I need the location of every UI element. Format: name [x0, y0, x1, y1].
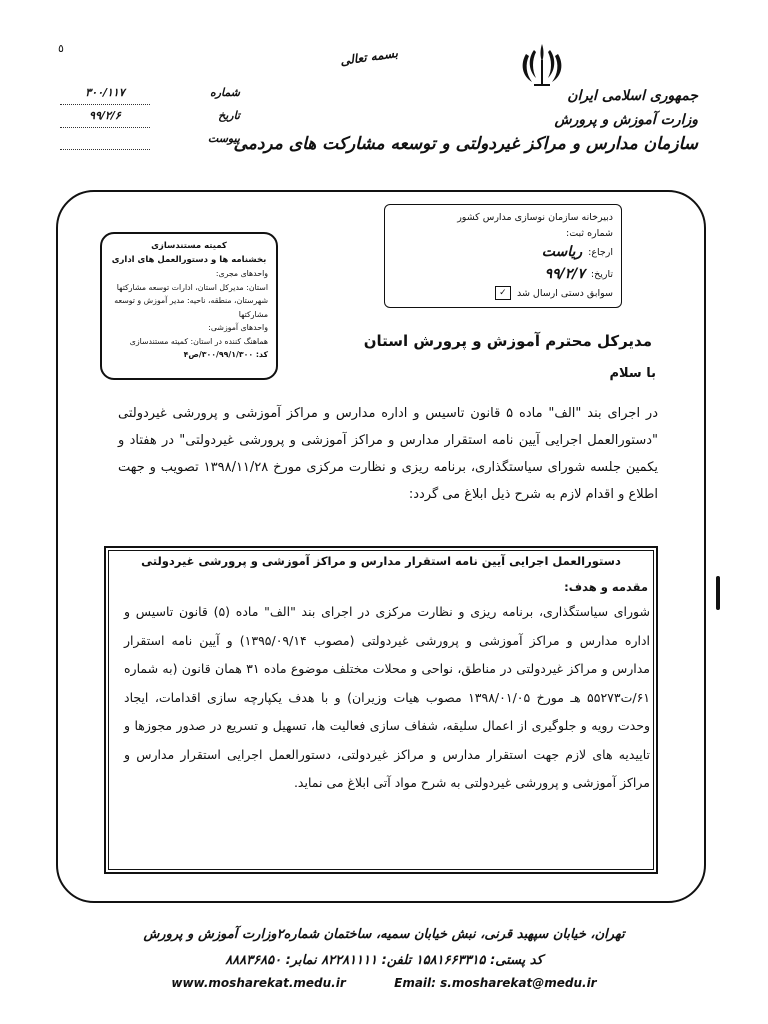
committee-stamp-line1: بخشنامه ها و دستورالعمل های اداری: [111, 254, 267, 265]
scan-edge-mark: [716, 576, 720, 610]
footer-contacts: کد پستی: ۱۵۸۱۶۶۳۳۱۵ تلفن: ۸۲۲۸۱۱۱۱ نمابر: ۸۸۸۳۶۸۵۰: [225, 953, 543, 968]
intro-paragraph: در اجرای بند "الف" ماده ۵ قانون تاسیس و اداره مدارس و مراکز آموزشی و پرورشی غیردولتی "دستورالعمل اجرایی آیین نامه استقرار مدارس و مراکز آموزشی و پرورشی غیردولتی" در هفتاد و یکمین جلسه شورای سیاستگذاری، برنامه ریزی و نظارت مرکزی مورخ ۱۳۹۸/۱۱/۲۸ تصویب و جهت اطلاع و اقدام لازم به شرح ذیل ابلاغ می گردد:: [118, 406, 659, 502]
stamp-date-label: تاریخ:: [590, 268, 613, 280]
date-value: ۹۹/۲/۶: [60, 105, 150, 128]
stamp-bottom-label: سوابق دستی ارسال شد: [516, 287, 613, 299]
committee-stamp-line2: واحدهای مجری:: [215, 269, 268, 278]
footer-website: www.mosharekat.medu.ir: [171, 976, 346, 990]
stamp-reg-label: شماره ثبت:: [566, 227, 613, 239]
committee-stamp-line4: شهرستان، منطقه، ناحیه: مدیر آموزش و توسعه مشارکتها: [114, 296, 268, 319]
stamp-date-value: ۹۹/۲/۷: [544, 266, 585, 282]
committee-stamp: [100, 232, 278, 380]
country-name: جمهوری اسلامی ایران: [567, 88, 698, 104]
letterhead: [234, 88, 698, 154]
number-row: [60, 82, 240, 105]
stamp-ref-row: [393, 241, 613, 263]
instruction-subtitle: مقدمه و هدف:: [564, 580, 648, 594]
footer-email: Email: s.mosharekat@medu.ir: [394, 976, 597, 990]
committee-stamp-title: کمیته مستندسازی: [151, 241, 227, 251]
letter-meta: [60, 82, 240, 150]
ministry-name: وزارت آموزش و پرورش: [554, 112, 698, 128]
committee-stamp-code: کد: ۳۰۰/۹۹/۱/۳۰۰/ص۴: [183, 350, 268, 359]
secretariat-stamp: [384, 204, 622, 308]
attachment-row: [60, 128, 240, 150]
stamp-date-row: [393, 263, 613, 285]
committee-stamp-line6: هماهنگ کننده در استان: کمیته مستندسازی: [129, 336, 268, 346]
organization-name: سازمان مدارس و مراکز غیردولتی و توسعه مشارکت های مردمی: [233, 134, 698, 154]
number-label: شماره: [209, 86, 240, 99]
committee-stamp-line5: واحدهای آموزشی:: [208, 323, 268, 332]
number-value: ۳۰۰/۱۱۷: [60, 82, 150, 105]
footer-address: تهران، خیابان سپهبد قرنی، نبش خیابان سمیه، ساختمان شماره۲وزارت آموزش و پرورش: [143, 927, 625, 942]
attachment-label: پیوست: [207, 132, 240, 145]
greeting: با سلام: [609, 366, 656, 381]
stamp-ref-value: ریاست: [541, 244, 583, 260]
handwritten-bismillah: بسمه تعالی: [339, 46, 399, 68]
date-row: [60, 105, 240, 128]
stamp-ref-label: ارجاع:: [588, 246, 613, 258]
instruction-body: شورای سیاستگذاری، برنامه ریزی و نظارت مرکزی در اجرای بند "الف" ماده (۵) قانون تاسیس و اداره مدارس و مراکز آموزشی و پرورشی غیردولتی (مصوب ۱۳۹۵/۰۹/۱۴) و آیین نامه استقرار مدارس و مراکز غیردولتی در مناطق، نواحی و محلات مختلف موضوع ماده ۳۱ همان قانون (به شماره ۶۱/ت۵۵۲۷۳ هـ مورخ ۱۳۹۸/۰۱/۰۵ مصوب هیات وزیران) و با هدف یکپارچه سازی اقدامات، ایجاد وحدت رویه و جلوگیری از اعمال سلیقه، شفاف سازی فعالیت ها، تسهیل و تسریع در صدور مجوزها و تاییدیه های لازم جهت استقرار مدارس و مراکز غیردولتی، دستورالعمل اجرایی استقرار مدارس و مراکز آموزشی و پرورشی غیردولتی به شرح مواد آتی ابلاغ می نماید.: [124, 604, 651, 790]
page-mark: ٥: [58, 42, 64, 55]
stamp-title: دبیرخانه سازمان نوسازی مدارس کشور: [457, 211, 613, 223]
salutation: مدیرکل محترم آموزش و پرورش استان: [363, 332, 652, 350]
stamp-checkbox-icon: ✓: [495, 286, 511, 300]
stamp-bottom-row: [393, 285, 613, 301]
iran-emblem-icon: [520, 40, 564, 88]
date-label: تاریخ: [218, 109, 240, 122]
instruction-title: دستورالعمل اجرایی آیین نامه استقرار مدارس و مراکز آموزشی و پرورشی غیردولتی: [141, 554, 621, 568]
committee-stamp-line3: استان: مدیرکل استان، ادارات توسعه مشارکتها: [116, 282, 268, 292]
attachment-value: [60, 128, 150, 150]
footer-web-email: [60, 976, 708, 990]
